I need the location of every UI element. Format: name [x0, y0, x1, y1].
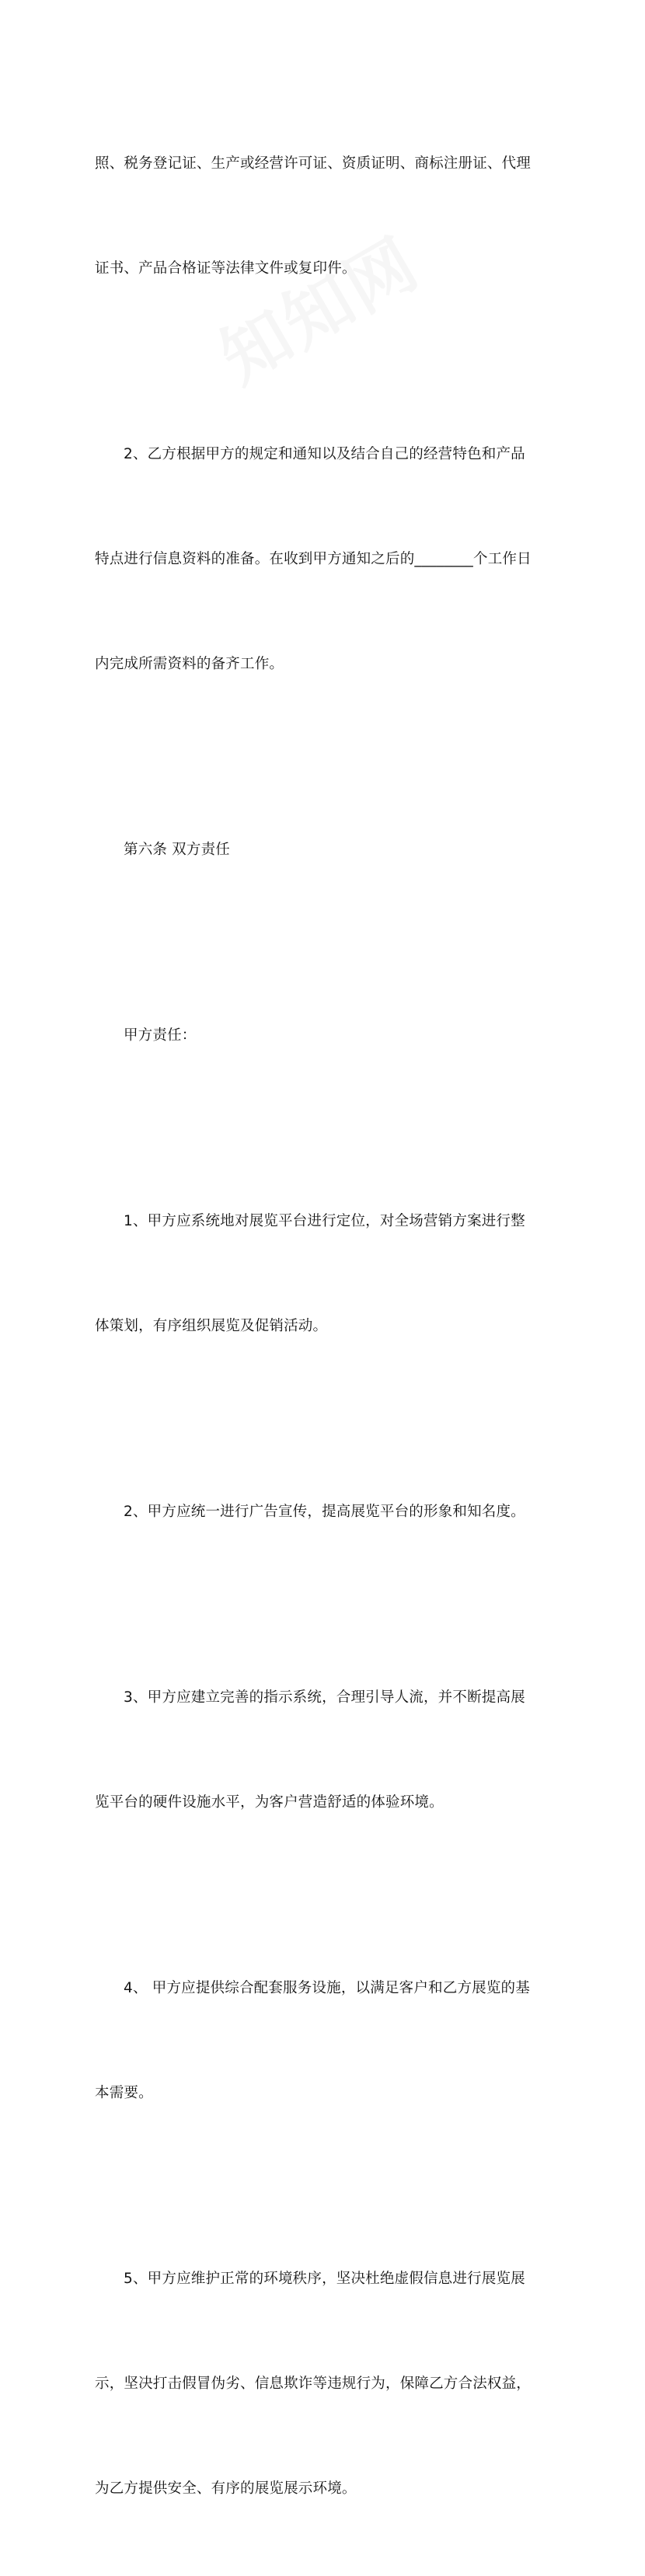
paragraph-item-5 [95, 2191, 546, 2576]
section-heading [95, 762, 546, 937]
subsection-heading [95, 948, 546, 1123]
text-line: 示，坚决打击假冒伪劣、信息欺诈等违规行为，保障乙方合法权益， [95, 2376, 532, 2392]
text-line: 本需要。 [95, 2085, 153, 2101]
paragraph-item-3 [95, 1610, 546, 1890]
document-body [95, 76, 546, 2576]
text-line: 览平台的硬件设施水平，为客户营造舒适的体验环境。 [95, 1794, 444, 1811]
paragraph-1 [95, 76, 546, 356]
paragraph-item-1 [95, 1134, 546, 1413]
text-line: 甲方责任： [124, 1027, 197, 1044]
text-line: 特点进行信息资料的准备。在收到甲方通知之后的________个工作日 [95, 551, 532, 567]
text-line: 3、甲方应建立完善的指示系统，合理引导人流，并不断提高展 [124, 1689, 525, 1706]
paragraph-2 [95, 367, 546, 751]
text-line: 证书、产品合格证等法律文件或复印件。 [95, 260, 357, 277]
text-line: 2、甲方应统一进行广告宣传，提高展览平台的形象和知名度。 [124, 1504, 525, 1520]
paragraph-item-4 [95, 1901, 546, 2180]
text-line: 5、甲方应维护正常的环境秩序，坚决杜绝虚假信息进行展览展 [124, 2271, 525, 2287]
text-line: 内完成所需资料的备齐工作。 [95, 656, 284, 672]
text-line: 1、甲方应系统地对展览平台进行定位，对全场营销方案进行整 [124, 1213, 525, 1229]
text-line: 4、 甲方应提供综合配套服务设施，以满足客户和乙方展览的基 [124, 1980, 530, 1996]
text-line: 为乙方提供安全、有序的展览展示环境。 [95, 2480, 357, 2497]
text-line: 照、税务登记证、生产或经营许可证、资质证明、商标注册证、代理 [95, 155, 532, 172]
text-line: 第六条 双方责任 [124, 842, 230, 858]
paragraph-item-2 [95, 1424, 546, 1599]
text-line: 体策划，有序组织展览及促销活动。 [95, 1318, 328, 1334]
text-line: 2、乙方根据甲方的规定和通知以及结合自己的经营特色和产品 [124, 446, 525, 462]
